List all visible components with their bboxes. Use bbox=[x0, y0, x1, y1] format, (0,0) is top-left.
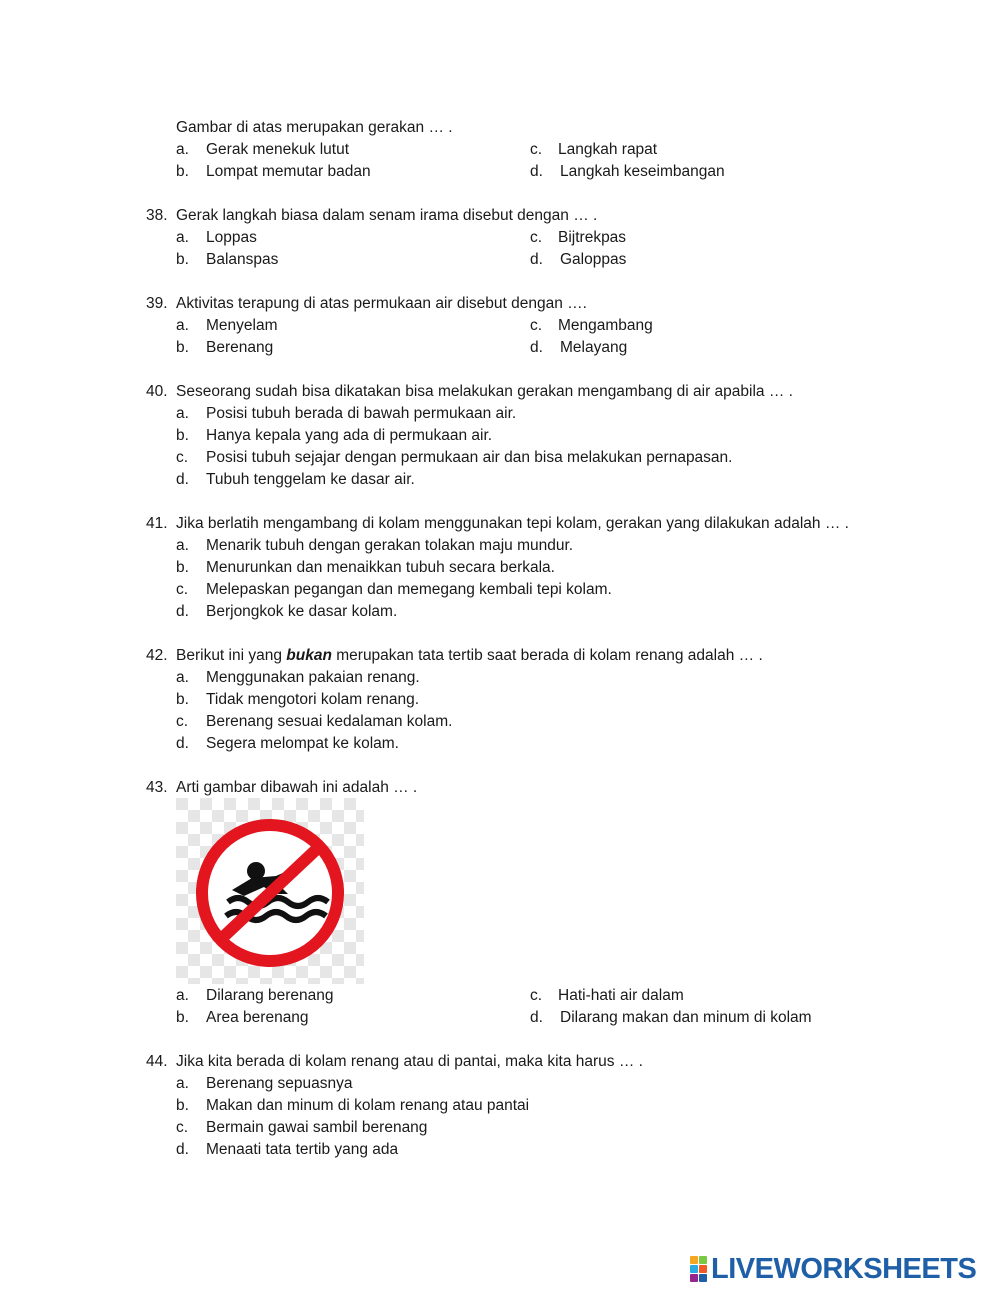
option-text: Berenang sesuai kedalaman kolam. bbox=[206, 713, 453, 730]
option-text: Melepaskan pegangan dan memegang kembali tepi kolam. bbox=[206, 581, 612, 598]
q39-option-c[interactable] bbox=[530, 316, 653, 336]
q40-option-a[interactable] bbox=[176, 404, 517, 424]
option-letter: c. bbox=[530, 317, 543, 334]
option-letter: c. bbox=[176, 713, 189, 730]
q42-option-a[interactable] bbox=[176, 668, 420, 688]
q43-number: 43. bbox=[146, 779, 168, 796]
option-letter: b. bbox=[176, 251, 189, 268]
q44-stem: Jika kita berada di kolam renang atau di pantai, maka kita harus … . bbox=[176, 1053, 643, 1070]
option-text: Balanspas bbox=[206, 251, 279, 268]
option-text: Langkah rapat bbox=[558, 141, 658, 158]
option-letter: c. bbox=[176, 581, 189, 598]
logo-blocks-icon bbox=[690, 1256, 707, 1282]
q39-option-d[interactable] bbox=[530, 338, 628, 358]
option-text: Hanya kepala yang ada di permukaan air. bbox=[206, 427, 493, 444]
q38-stem: Gerak langkah biasa dalam senam irama disebut dengan … . bbox=[176, 207, 598, 224]
q41-option-b[interactable] bbox=[176, 558, 555, 578]
q41-option-c[interactable] bbox=[176, 580, 612, 600]
stem-emphasis: bukan bbox=[286, 647, 332, 664]
option-letter: a. bbox=[176, 405, 189, 422]
q42-stem bbox=[176, 646, 763, 666]
option-text: Menurunkan dan menaikkan tubuh secara berkala. bbox=[206, 559, 555, 576]
q43-option-b[interactable] bbox=[176, 1008, 309, 1028]
option-letter: c. bbox=[176, 449, 189, 466]
q41-option-d[interactable] bbox=[176, 602, 398, 622]
option-text: Galoppas bbox=[560, 251, 627, 268]
q39-stem: Aktivitas terapung di atas permukaan air disebut dengan …. bbox=[176, 295, 587, 312]
option-text: Segera melompat ke kolam. bbox=[206, 735, 399, 752]
q43-option-a[interactable] bbox=[176, 986, 334, 1006]
option-text: Dilarang makan dan minum di kolam bbox=[560, 1009, 812, 1026]
option-letter: b. bbox=[176, 559, 189, 576]
q42-option-d[interactable] bbox=[176, 734, 399, 754]
option-letter: c. bbox=[530, 141, 543, 158]
q43-option-d[interactable] bbox=[530, 1008, 812, 1028]
option-text: Mengambang bbox=[558, 317, 653, 334]
logo-text: LIVEWORKSHEETS bbox=[711, 1252, 977, 1285]
q44-option-a[interactable] bbox=[176, 1074, 353, 1094]
q40-option-c[interactable] bbox=[176, 448, 733, 468]
option-text: Makan dan minum di kolam renang atau pantai bbox=[206, 1097, 530, 1114]
option-text: Gerak menekuk lutut bbox=[206, 141, 350, 158]
option-letter: a. bbox=[176, 537, 189, 554]
option-letter: b. bbox=[176, 427, 189, 444]
q37-option-c[interactable] bbox=[530, 140, 658, 160]
option-text: Posisi tubuh berada di bawah permukaan air. bbox=[206, 405, 517, 422]
q40-number: 40. bbox=[146, 383, 168, 400]
option-text: Bermain gawai sambil berenang bbox=[206, 1119, 428, 1136]
option-text: Tidak mengotori kolam renang. bbox=[206, 691, 420, 708]
option-text: Lompat memutar badan bbox=[206, 163, 371, 180]
option-text: Tubuh tenggelam ke dasar air. bbox=[206, 471, 415, 488]
q39-option-a[interactable] bbox=[176, 316, 278, 336]
option-letter: b. bbox=[176, 691, 189, 708]
option-letter: a. bbox=[176, 669, 189, 686]
option-letter: a. bbox=[176, 141, 189, 158]
q38-option-d[interactable] bbox=[530, 250, 627, 270]
q39-number: 39. bbox=[146, 295, 168, 312]
q40-stem: Seseorang sudah bisa dikatakan bisa melakukan gerakan mengambang di air apabila … . bbox=[176, 383, 793, 400]
q41-stem: Jika berlatih mengambang di kolam menggunakan tepi kolam, gerakan yang dilakukan adalah … . bbox=[176, 515, 849, 532]
option-letter: d. bbox=[176, 603, 189, 620]
option-text: Bijtrekpas bbox=[558, 229, 627, 246]
liveworksheets-logo[interactable] bbox=[690, 1251, 976, 1287]
q41-number: 41. bbox=[146, 515, 168, 532]
q38-option-a[interactable] bbox=[176, 228, 257, 248]
q37-option-d[interactable] bbox=[530, 162, 725, 182]
option-letter: c. bbox=[176, 1119, 189, 1136]
option-letter: a. bbox=[176, 1075, 189, 1092]
option-letter: d. bbox=[176, 1141, 189, 1158]
q38-number: 38. bbox=[146, 207, 168, 224]
option-letter: a. bbox=[176, 229, 189, 246]
stem-text: merupakan tata tertib saat berada di kolam renang adalah … . bbox=[331, 647, 763, 664]
option-letter: a. bbox=[176, 987, 189, 1004]
option-letter: b. bbox=[176, 339, 189, 356]
option-letter: a. bbox=[176, 317, 189, 334]
q44-number: 44. bbox=[146, 1053, 168, 1070]
option-text: Berenang sepuasnya bbox=[206, 1075, 353, 1092]
q44-option-d[interactable] bbox=[176, 1140, 399, 1160]
q42-option-c[interactable] bbox=[176, 712, 453, 732]
option-text: Melayang bbox=[560, 339, 628, 356]
option-letter: b. bbox=[176, 1009, 189, 1026]
q37-option-b[interactable] bbox=[176, 162, 371, 182]
q38-option-c[interactable] bbox=[530, 228, 627, 248]
option-letter: b. bbox=[176, 1097, 189, 1114]
option-text: Menyelam bbox=[206, 317, 278, 334]
q43-option-c[interactable] bbox=[530, 986, 684, 1006]
option-text: Loppas bbox=[206, 229, 257, 246]
option-text: Langkah keseimbangan bbox=[560, 163, 725, 180]
q43-stem: Arti gambar dibawah ini adalah … . bbox=[176, 779, 418, 796]
q37-stem: Gambar di atas merupakan gerakan … . bbox=[176, 119, 453, 136]
option-text: Berenang bbox=[206, 339, 274, 356]
q39-option-b[interactable] bbox=[176, 338, 274, 358]
option-text: Berjongkok ke dasar kolam. bbox=[206, 603, 398, 620]
q41-option-a[interactable] bbox=[176, 536, 574, 556]
option-letter: d. bbox=[176, 471, 189, 488]
q40-option-b[interactable] bbox=[176, 426, 493, 446]
q42-option-b[interactable] bbox=[176, 690, 420, 710]
option-letter: d. bbox=[530, 1009, 543, 1026]
option-text: Area berenang bbox=[206, 1009, 309, 1026]
q40-option-d[interactable] bbox=[176, 470, 415, 490]
option-letter: c. bbox=[530, 987, 543, 1004]
option-text: Menggunakan pakaian renang. bbox=[206, 669, 420, 686]
option-letter: d. bbox=[176, 735, 189, 752]
option-text: Posisi tubuh sejajar dengan permukaan air dan bisa melakukan pernapasan. bbox=[206, 449, 733, 466]
option-letter: c. bbox=[530, 229, 543, 246]
no-swimming-sign-image bbox=[176, 798, 364, 984]
stem-text: Berikut ini yang bbox=[176, 647, 287, 664]
q44-option-c[interactable] bbox=[176, 1118, 428, 1138]
option-letter: d. bbox=[530, 163, 543, 180]
q38-option-b[interactable] bbox=[176, 250, 279, 270]
q44-option-b[interactable] bbox=[176, 1096, 530, 1116]
option-text: Menaati tata tertib yang ada bbox=[206, 1141, 399, 1158]
option-letter: b. bbox=[176, 163, 189, 180]
q42-number: 42. bbox=[146, 647, 168, 664]
option-text: Menarik tubuh dengan gerakan tolakan maju mundur. bbox=[206, 537, 574, 554]
option-text: Hati-hati air dalam bbox=[558, 987, 684, 1004]
option-letter: d. bbox=[530, 339, 543, 356]
option-text: Dilarang berenang bbox=[206, 987, 334, 1004]
option-letter: d. bbox=[530, 251, 543, 268]
q37-option-a[interactable] bbox=[176, 140, 350, 160]
